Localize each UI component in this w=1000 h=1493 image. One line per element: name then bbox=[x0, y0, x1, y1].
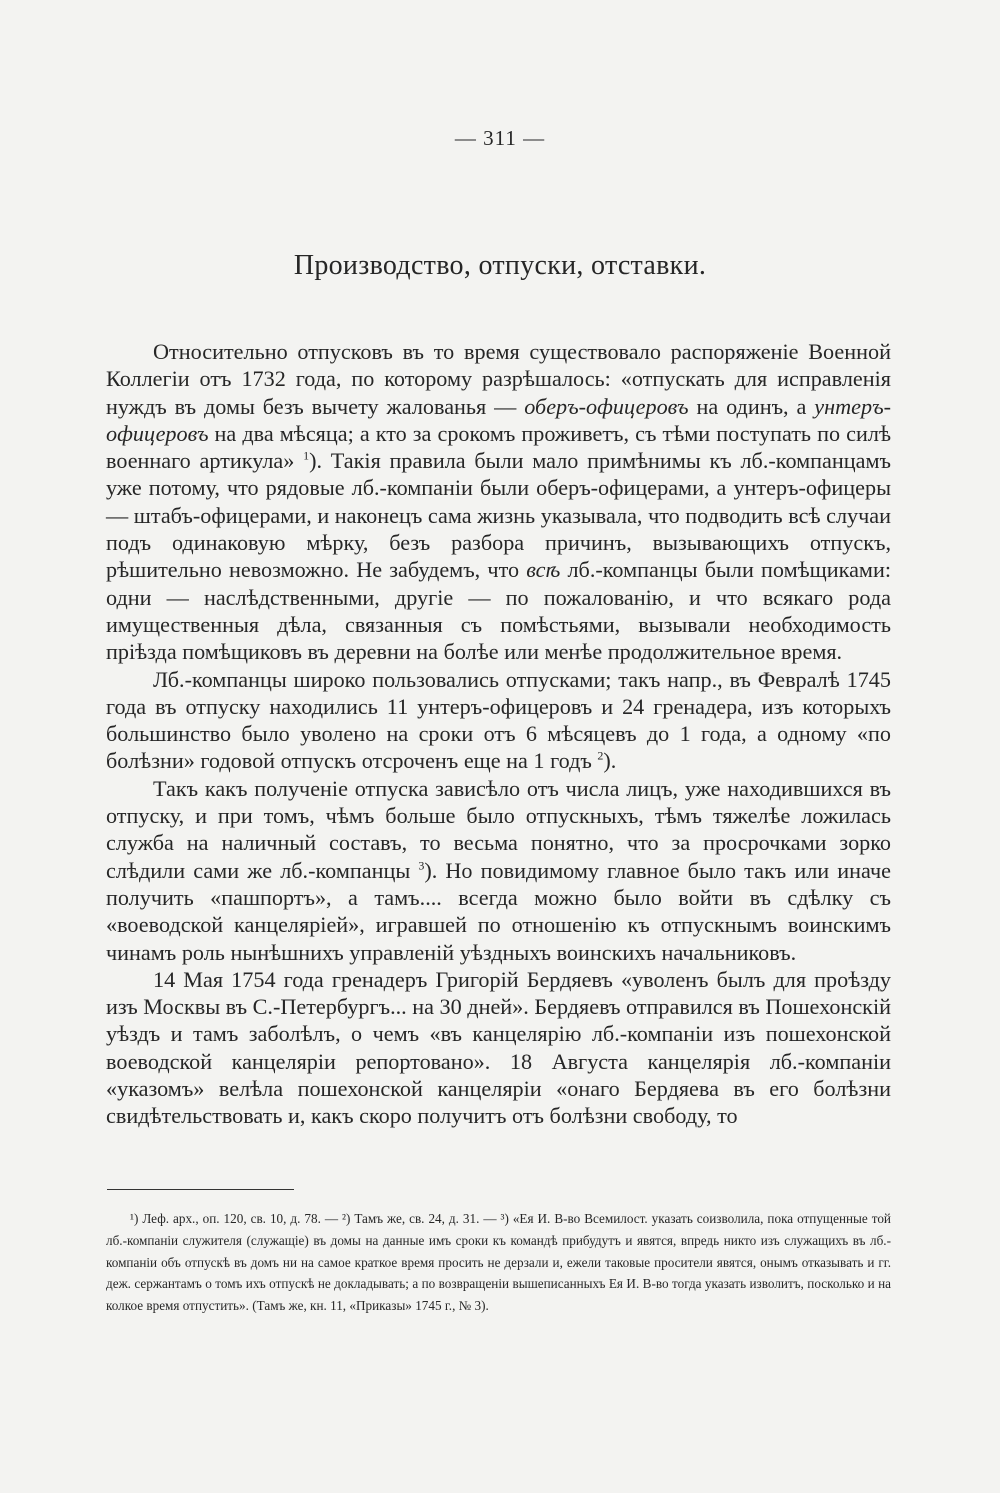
paragraph bbox=[106, 966, 891, 1130]
paragraph bbox=[106, 338, 891, 666]
footnote-rule bbox=[107, 1189, 294, 1190]
page-number: — 311 — bbox=[454, 126, 546, 150]
text-run: 14 Мая 1754 года гренадеръ Григорій Бердяевъ «уволенъ былъ для проѣзду изъ Москвы въ С.-Петербургъ... на 30 дней». Бердяевъ отправился въ Пошехонскій уѣздъ и тамъ заболѣлъ, о чемъ «въ канцелярію лб.-компаніи изъ пошехонской воеводской канцеляріи репортовано». 18 Августа канцелярія лб.-компаніи «указомъ» велѣла пошехонской канцеляріи «онаго Бердяева въ его болѣзни свидѣтельствовать и, какъ скоро получитъ отъ болѣзни свободу, то bbox=[106, 966, 891, 1129]
text-run: Относительно отпусковъ въ то время существовало распоряженіе Военной Коллегіи отъ 1732 года, по которому разрѣшалось: «отпускать для исправленія нуждъ въ домы безъ вычету жалованья — bbox=[106, 339, 891, 419]
paragraph bbox=[106, 666, 891, 775]
italic-text: оберъ-офицеровъ bbox=[524, 393, 689, 419]
italic-text: унтеръ-офицеровъ bbox=[106, 393, 891, 446]
footnote-ref: 1 bbox=[303, 448, 310, 463]
footnote-ref: 3 bbox=[418, 858, 425, 873]
footnotes: ¹) Леф. арх., оп. 120, св. 10, д. 78. — ²) Тамъ же, св. 24, д. 31. — ³) «Ея И. В-во Всемилост. указать соизволила, пока отпущенные той лб.-компаніи служителя (служащіе) въ домы на данные имъ сроки къ командѣ прибудутъ и явятся, впредь никто изъ служащихъ въ лб.-компаніи объ отпускѣ въ домъ ни на самое краткое время просить не дерзали и, ежели таковые просители явятся, онымъ отказывать и гг. деж. сержантамъ о томъ ихъ отпускѣ не докладывать; а по возвращеніи вышеписанныхъ Ея И. В-во тогда указать изволитъ, посколько и на колкое время отпустить». (Тамъ же, кн. 11, «Приказы» 1745 г., № 3). bbox=[106, 1211, 891, 1314]
text-run: ). Такія правила были мало примѣнимы къ лб.-компанцамъ уже потому, что рядовые лб.-компаніи были оберъ-офицерами, а унтеръ-офицеры — штабъ-офицерами, и наконецъ сама жизнь указывала, что подводить всѣ случаи подъ одинаковую мѣрку, безъ разбора причинъ, вызывающихъ отпускъ, рѣшительно невозможно. Не забудемъ, что bbox=[106, 448, 891, 583]
paragraph bbox=[106, 775, 891, 966]
italic-text: всѣ bbox=[526, 557, 561, 583]
footnote-ref: 2 bbox=[597, 749, 604, 764]
text-run: на одинъ, а bbox=[688, 393, 815, 419]
body-text bbox=[106, 338, 891, 1130]
text-run: на два мѣсяца; а кто за срокомъ проживетъ, съ тѣми поступать по силѣ военнаго артикула» bbox=[106, 420, 891, 474]
chapter-title: Производство, отпуски, отставки. bbox=[293, 250, 707, 281]
text-run: ). Но повидимому главное было такъ или иначе получить «пашпортъ», а тамъ.... всегда можно было войти въ сдѣлку съ «воеводской канцеляріей», игравшей по отношенію къ отпускнымъ воинскимъ чинамъ роль нынѣшнихъ управленій уѣздныхъ воинскихъ начальниковъ. bbox=[106, 857, 891, 965]
text-run: ). bbox=[603, 748, 617, 774]
text-run: лб.-компанцы были помѣщиками: одни — наслѣдственными, другіе — по пожалованію, и что всякаго рода имущественныя дѣла, связанныя съ помѣстьями, вызывали необходимость пріѣзда помѣщиковъ въ деревни на болѣе или менѣе продолжительное время. bbox=[106, 557, 892, 665]
text-run: Такъ какъ полученіе отпуска зависѣло отъ числа лицъ, уже находившихся въ отпуску, и при томъ, чѣмъ больше было отпускныхъ, тѣмъ тяжелѣе ложилась служба на наличный составъ, то весьма понятно, что за просрочками зорко слѣдили сами же лб.-компанцы bbox=[106, 775, 891, 883]
text-run: Лб.-компанцы широко пользовались отпусками; такъ напр., въ Февралѣ 1745 года въ отпуску находились 11 унтеръ-офицеровъ и 24 гренадера, изъ которыхъ большинство было уволено на сроки отъ 6 мѣсяцевъ до 1 года, а одному «по болѣзни» годовой отпускъ отсроченъ еще на 1 годъ bbox=[106, 666, 891, 774]
